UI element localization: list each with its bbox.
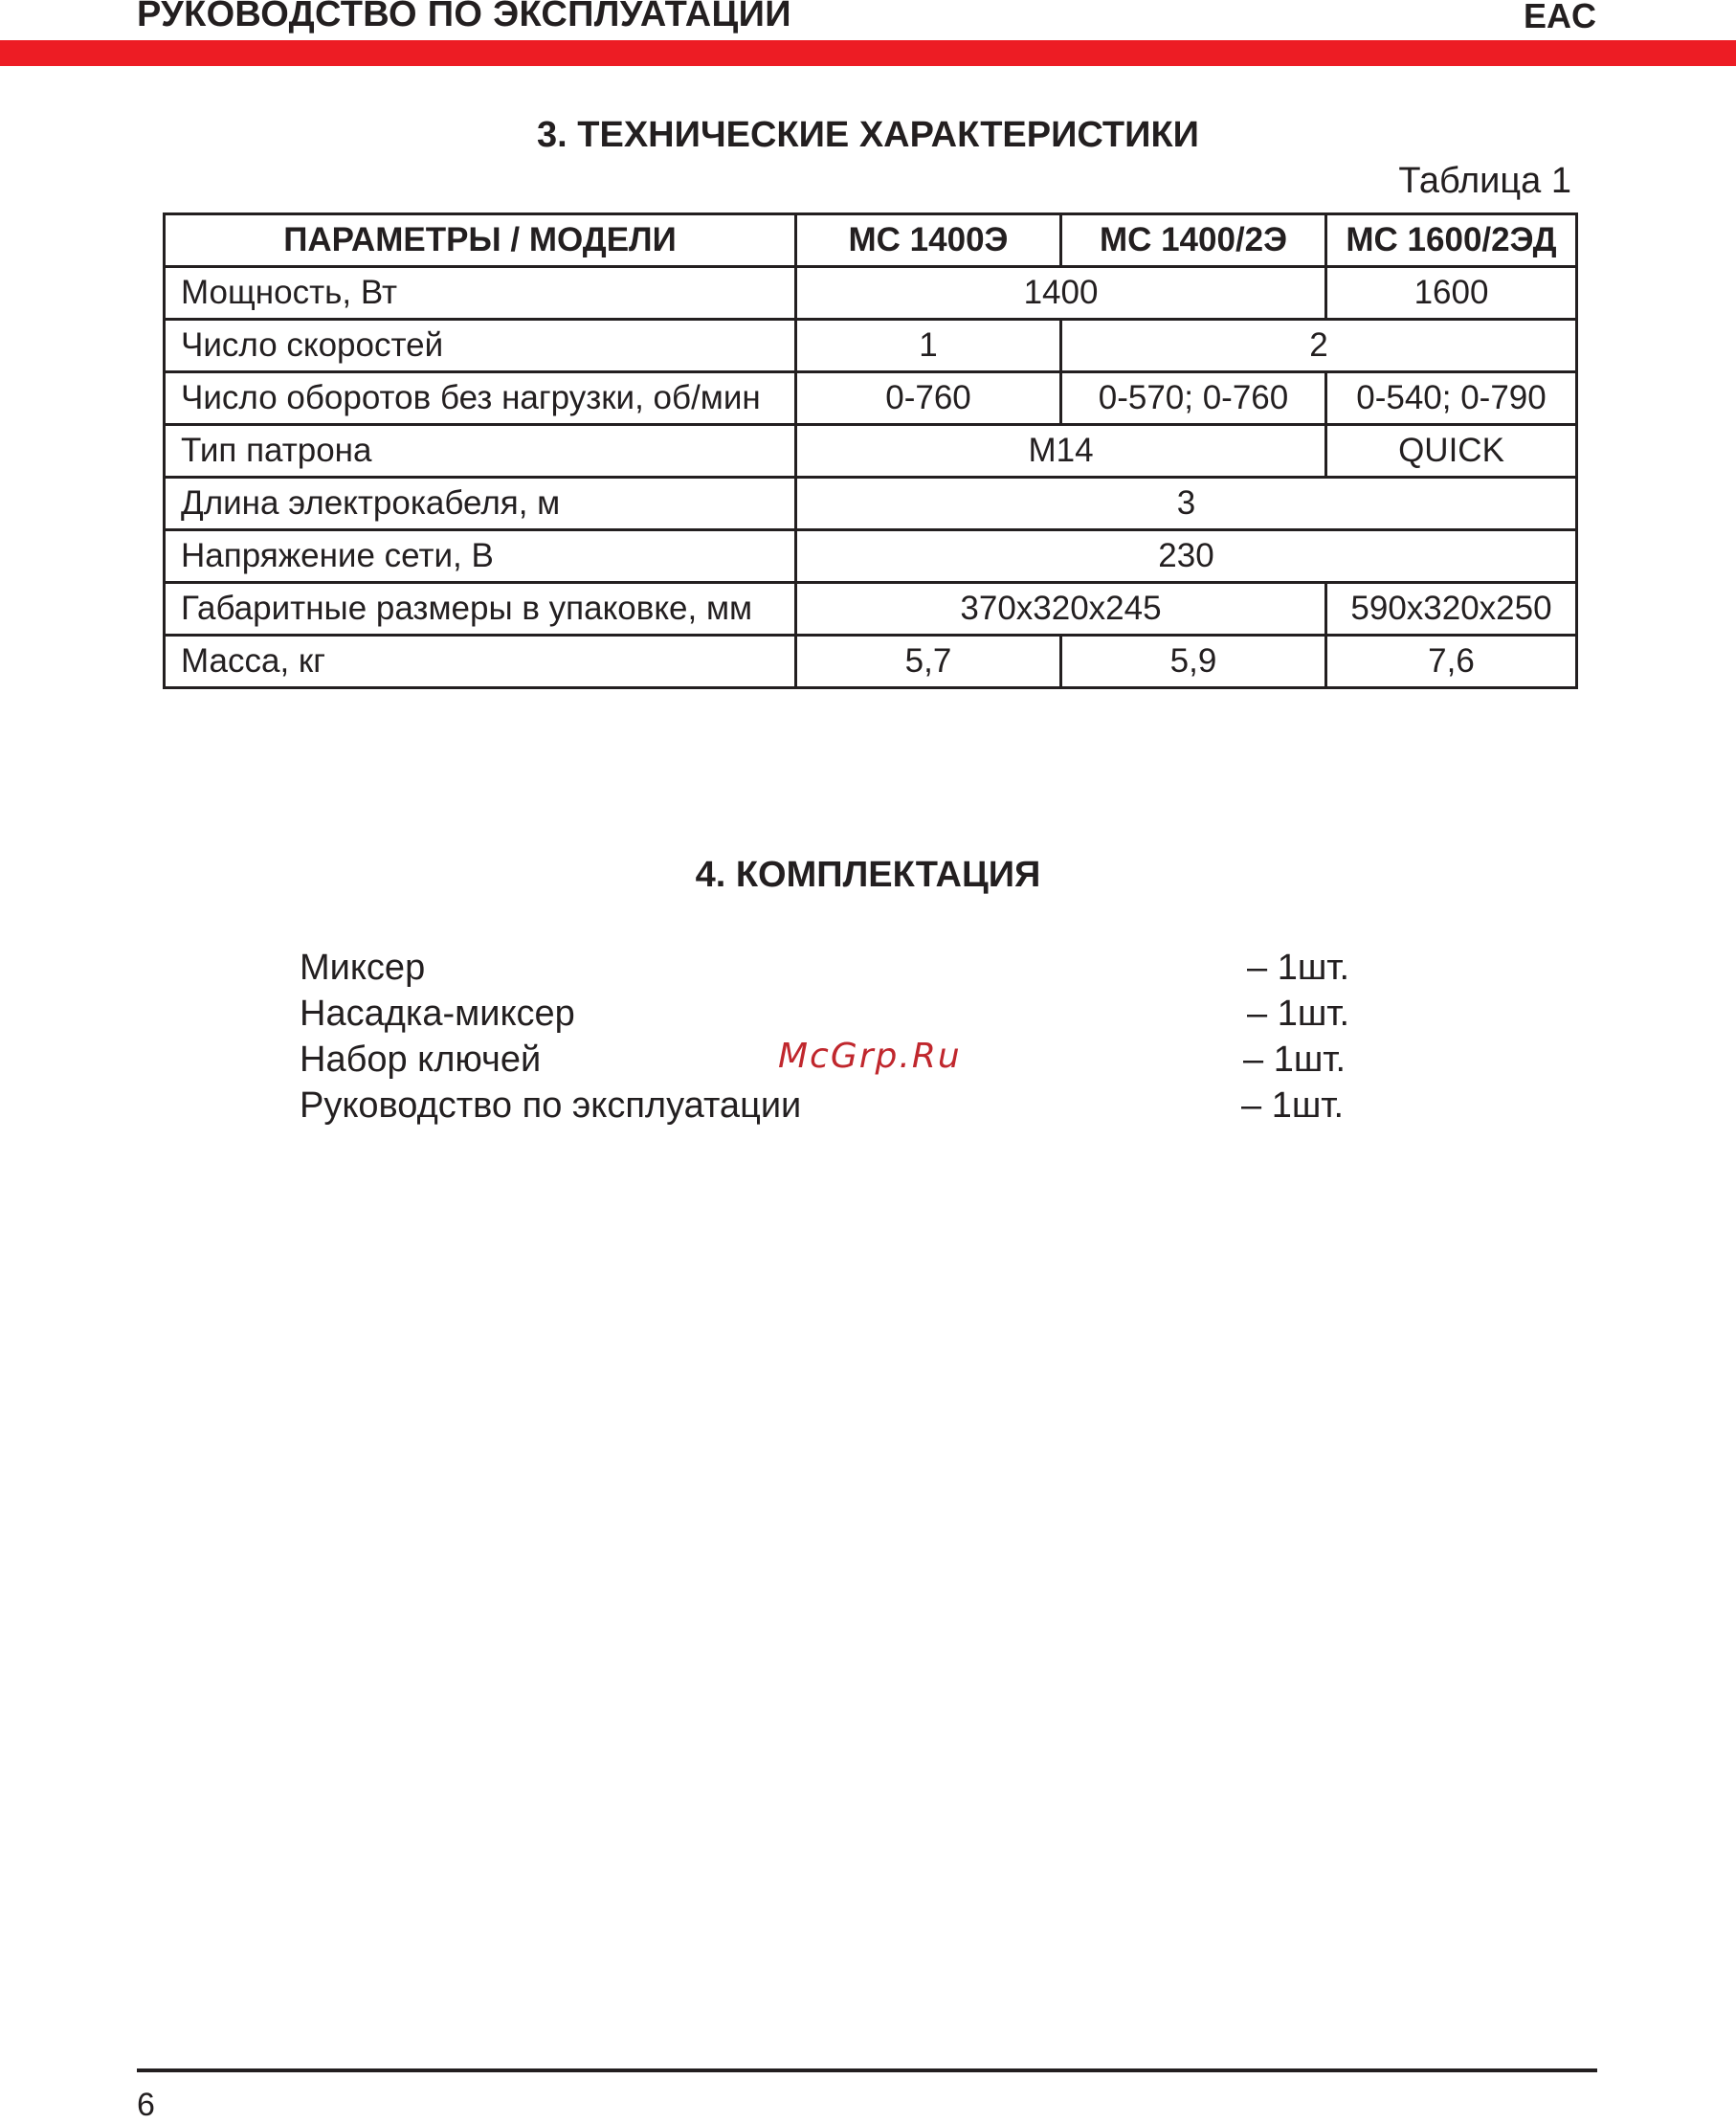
column-header-model-1: МС 1400Э	[796, 214, 1061, 267]
row-value: 0-760	[796, 372, 1061, 425]
page-number: 6	[137, 2087, 155, 2123]
kit-item-name: Насадка-миксер	[300, 994, 575, 1034]
row-value: 3	[796, 478, 1577, 530]
column-header-model-3: МС 1600/2ЭД	[1326, 214, 1577, 267]
row-value: 230	[796, 530, 1577, 583]
table-row	[165, 478, 1577, 530]
kit-item-name: Миксер	[300, 948, 426, 988]
table-caption: Таблица 1	[1398, 161, 1571, 201]
table-row	[165, 372, 1577, 425]
kit-heading: 4. КОМПЛЕКТАЦИЯ	[695, 855, 1041, 895]
kit-item-name: Руководство по эксплуатации	[300, 1085, 802, 1126]
row-param: Масса, кг	[165, 636, 796, 688]
row-param: Напряжение сети, В	[165, 530, 796, 583]
table-row	[165, 636, 1577, 688]
row-value: 1600	[1326, 267, 1577, 320]
specs-table	[163, 212, 1578, 689]
row-param: Габаритные размеры в упаковке, мм	[165, 583, 796, 636]
watermark: McGrp.Ru	[778, 1037, 962, 1076]
kit-item-qty: – 1шт.	[1247, 994, 1350, 1034]
row-param: Мощность, Вт	[165, 267, 796, 320]
row-value: 7,6	[1326, 636, 1577, 688]
kit-item-name: Набор ключей	[300, 1040, 542, 1080]
row-value: 590х320х250	[1326, 583, 1577, 636]
row-value: 1	[796, 320, 1061, 372]
row-value: М14	[796, 425, 1326, 478]
row-param: Число скоростей	[165, 320, 796, 372]
row-value: 5,9	[1061, 636, 1326, 688]
header-red-bar	[0, 40, 1736, 66]
table-row	[165, 267, 1577, 320]
table-row	[165, 320, 1577, 372]
column-header-parameters: ПАРАМЕТРЫ / МОДЕЛИ	[165, 214, 796, 267]
row-value: 0-540; 0-790	[1326, 372, 1577, 425]
kit-item-qty: – 1шт.	[1243, 1040, 1347, 1080]
list-item	[300, 994, 1352, 1040]
table-row	[165, 530, 1577, 583]
table-row	[165, 583, 1577, 636]
table-header-row	[165, 214, 1577, 267]
row-value: 0-570; 0-760	[1061, 372, 1326, 425]
header-title: РУКОВОДСТВО ПО ЭКСПЛУАТАЦИИ	[137, 0, 791, 34]
eac-mark: EAC	[1523, 0, 1596, 35]
list-item	[300, 1085, 1352, 1131]
row-param: Число оборотов без нагрузки, об/мин	[165, 372, 796, 425]
footer-rule	[137, 2068, 1597, 2072]
row-value: 370х320х245	[796, 583, 1326, 636]
row-value: QUICK	[1326, 425, 1577, 478]
table-row	[165, 425, 1577, 478]
row-value: 1400	[796, 267, 1326, 320]
row-value: 2	[1061, 320, 1577, 372]
kit-item-qty: – 1шт.	[1247, 948, 1350, 988]
kit-item-qty: – 1шт.	[1241, 1085, 1345, 1126]
row-param: Длина электрокабеля, м	[165, 478, 796, 530]
column-header-model-2: МС 1400/2Э	[1061, 214, 1326, 267]
row-value: 5,7	[796, 636, 1061, 688]
list-item	[300, 948, 1352, 994]
specs-heading: 3. ТЕХНИЧЕСКИЕ ХАРАКТЕРИСТИКИ	[537, 115, 1199, 155]
row-param: Тип патрона	[165, 425, 796, 478]
